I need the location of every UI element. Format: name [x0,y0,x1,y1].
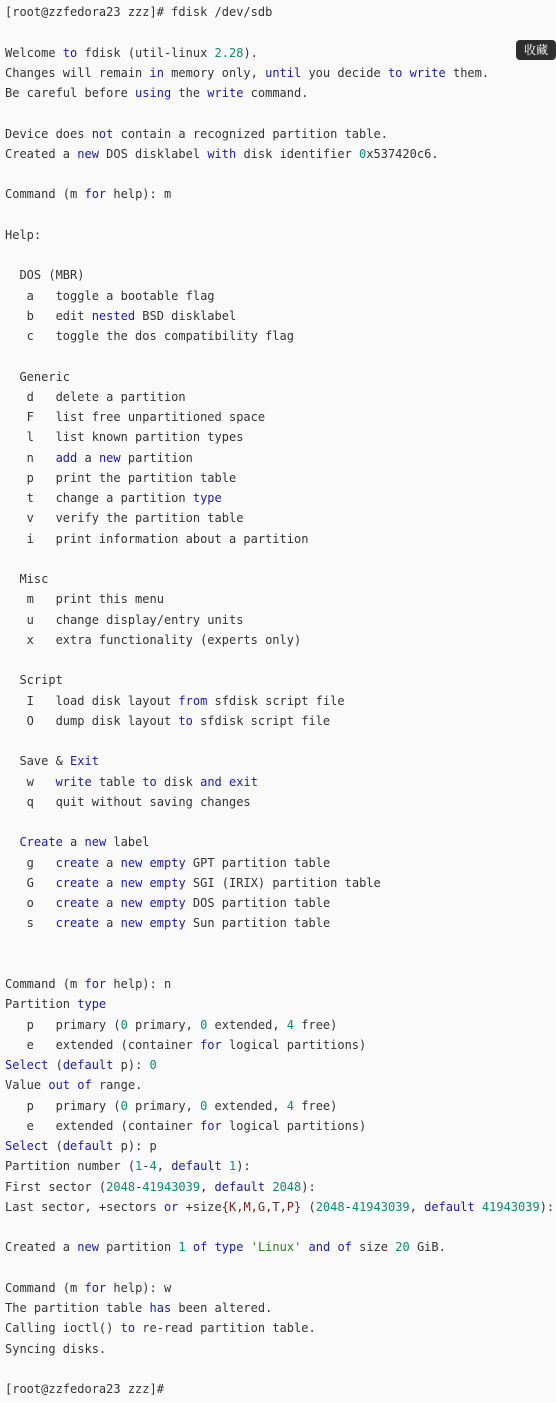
terminal-line [5,1318,316,1338]
terminal-token: to [387,65,403,80]
terminal-token: sfdisk script file [207,693,345,708]
terminal-token: extended, [207,1098,287,1113]
terminal-token: default [62,1058,114,1072]
terminal-token: First sector ( [5,1179,107,1194]
terminal-token: write [409,65,446,80]
terminal-line [5,1156,251,1176]
terminal-token: t change a partition [5,491,193,505]
terminal-token: G [5,875,56,890]
terminal-token: 0 [120,1098,128,1113]
terminal-line [5,2,272,22]
terminal-token: [root@zzfedora23 zzz]# [5,1382,164,1396]
terminal-line [5,225,41,245]
terminal-token: [root@zzfedora23 zzz]# fdisk /dev/sdb [5,5,273,19]
terminal-token: a toggle a bootable flag [5,288,215,303]
terminal-token: Calling ioctl() [5,1321,121,1336]
terminal-token: using [135,86,172,100]
terminal-token: primary, [127,1098,201,1113]
terminal-token [222,1159,229,1173]
terminal-token: 4 [286,1098,295,1113]
terminal-token: new [98,450,121,465]
terminal-token: c toggle the dos compatibility flag [5,329,294,343]
terminal-token: Exit [70,754,99,769]
terminal-token: Partition number ( [5,1159,136,1174]
terminal-token: 'Linux' [250,1240,302,1255]
terminal-token: Select [5,1058,49,1072]
terminal-token: of [192,1240,208,1255]
terminal-token: ( [48,1139,63,1153]
terminal-line [5,1278,171,1298]
terminal-token: empty [149,916,186,931]
terminal-token: add [55,450,78,465]
terminal-token: label [106,835,150,850]
terminal-line [5,691,345,711]
terminal-token: 0 [200,1017,208,1032]
terminal-token [207,1240,214,1254]
terminal-token: until [265,65,302,80]
terminal-line [5,1177,316,1197]
terminal-token: p): p [113,1139,157,1153]
terminal-token: Created a [5,1240,78,1255]
terminal-token: 0 [120,1017,128,1032]
terminal-token: default [62,1139,114,1153]
terminal-token: size [351,1240,396,1255]
terminal-token: empty [149,875,186,890]
terminal-token: fdisk (util-linux [77,45,215,60]
terminal-token: default [424,1199,475,1214]
terminal-token: 2048 [272,1179,302,1194]
terminal-token: table [91,774,143,789]
terminal-token: a [98,855,121,870]
terminal-token: ): [539,1199,555,1214]
terminal-token: DOS partition table [185,896,331,910]
terminal-line [5,1298,272,1318]
terminal-token: ( [48,1058,63,1072]
terminal-token: Save & [5,754,71,769]
terminal-token: create [55,896,99,910]
terminal-token: 2048 [315,1199,345,1214]
terminal-token: disk [156,774,201,789]
terminal-token: Partition [5,997,78,1012]
terminal-line [5,1015,337,1035]
terminal-token: re-read partition table. [135,1321,316,1336]
terminal-token: ( [301,1199,316,1214]
terminal-token: ). [243,45,258,60]
terminal-line [5,448,193,468]
terminal-token: a [62,835,85,850]
terminal-token: a [98,916,121,931]
terminal-token [301,1240,308,1254]
terminal-token: new [120,916,143,931]
terminal-token: Command (m [5,977,85,991]
terminal-token: for [200,1037,222,1052]
terminal-token: n [5,450,56,465]
terminal-token: 4 [286,1017,295,1032]
terminal-token [402,66,409,80]
terminal-token: of [77,1078,92,1093]
terminal-line [5,387,186,407]
terminal-line [5,1075,142,1095]
terminal-token: 1 [229,1159,237,1174]
terminal-line [5,529,308,549]
terminal-token: BSD disklabel [135,308,237,323]
terminal-token: for [84,187,107,202]
terminal-token: create [55,916,99,931]
terminal-token: b edit [5,308,92,323]
terminal-token: - [135,1179,143,1194]
terminal-line [5,610,243,630]
terminal-token: x537420c6. [366,146,439,161]
terminal-token: contain a recognized partition table. [113,126,388,141]
terminal-token: Command (m [5,1280,85,1295]
terminal-token: new [120,896,143,910]
terminal-token: I load disk layout [5,693,179,708]
terminal-token: not [91,126,114,141]
terminal-token: and [200,774,222,789]
terminal-token: with [207,146,237,161]
terminal-token: GiB. [409,1240,446,1255]
terminal-line [5,286,215,306]
terminal-line [5,974,171,994]
collect-button[interactable]: 收藏 [516,40,556,60]
terminal-line [5,265,84,285]
terminal-token: free) [294,1017,338,1032]
terminal-token: out [48,1078,71,1093]
terminal-line [5,569,48,589]
terminal-line [5,1055,157,1075]
terminal-token: w [5,774,56,789]
terminal-line [5,63,489,83]
terminal-token [5,835,19,849]
terminal-token: new [84,835,107,850]
terminal-token: new [77,1240,99,1255]
terminal-token: 4 [149,1159,157,1174]
terminal-token: type [77,997,107,1012]
terminal-token: for [84,1280,107,1295]
terminal-token: type [214,1240,244,1255]
terminal-line [5,367,70,387]
terminal-token: write [55,774,92,789]
terminal-token: 2.28 [214,45,244,60]
terminal-token: Last sector, +sectors [5,1199,164,1214]
terminal-token: Created a [5,146,78,161]
terminal-line [5,1339,106,1359]
terminal-token: nested [91,308,136,323]
terminal-token: - [344,1199,352,1214]
terminal-token: Select [5,1139,49,1153]
terminal-token [186,1240,193,1254]
terminal-line [5,711,330,731]
terminal-token: s [5,916,56,931]
terminal-token: help): n [106,977,172,991]
terminal-token: or [163,1199,179,1214]
terminal-token: to [120,1321,136,1336]
terminal-token: 0 [359,146,367,161]
terminal-token: 1 [135,1159,143,1174]
terminal-line [5,873,381,893]
terminal-line [5,853,330,873]
terminal-token: p primary ( [5,1017,121,1032]
terminal-token: ): [236,1159,251,1174]
terminal-line [5,913,330,933]
terminal-line [5,43,258,63]
terminal-token: e extended (container [5,1118,201,1133]
terminal-token: 41943039 [142,1179,201,1194]
terminal-line [5,184,171,204]
terminal-token [475,1200,482,1214]
terminal-token: m print this menu [5,592,164,607]
terminal-token: help): m [106,187,172,202]
terminal-token: 1 [178,1240,186,1255]
terminal-token: for [84,977,107,991]
terminal-token: the [171,86,208,100]
terminal-token: of [337,1240,352,1255]
terminal-token: range. [91,1078,143,1093]
terminal-token: partition [120,450,193,465]
terminal-token: ): [301,1179,316,1194]
terminal-token: exit [229,774,258,789]
terminal-token: The partition table [5,1301,150,1315]
terminal-token: +size [178,1199,222,1214]
terminal-line [5,124,388,144]
terminal-line [5,1096,337,1116]
terminal-token [142,876,149,890]
terminal-token: Be careful before [5,86,136,100]
terminal-line [5,893,330,913]
terminal-token: Syncing disks. [5,1341,107,1356]
terminal-token: a [98,896,121,910]
terminal-line [5,83,308,103]
terminal-token: new [120,875,143,890]
terminal-token: from [178,693,208,708]
terminal-token: empty [149,896,186,910]
terminal-token: - [142,1159,150,1174]
terminal-token: default [214,1179,266,1194]
terminal-token [142,856,149,870]
terminal-token: 41943039 [351,1199,410,1214]
terminal-token: default [171,1159,222,1174]
terminal-token: g [5,855,56,870]
terminal-token: 0 [200,1098,208,1113]
terminal-token: x extra functionality (experts only) [5,632,302,647]
terminal-token: 0 [149,1058,157,1072]
terminal-line [5,772,258,792]
terminal-token: memory only, [163,65,266,80]
terminal-token: to [178,713,193,728]
terminal-line [5,1379,164,1399]
terminal-token [142,916,149,930]
terminal-token: create [55,855,99,870]
terminal-token: 20 [395,1240,410,1255]
terminal-token: Value [5,1078,49,1093]
terminal-token: u change display/entry units [5,612,244,627]
terminal-token: Script [5,673,63,688]
terminal-token: and [308,1240,331,1255]
terminal-token: type [192,491,222,505]
terminal-line [5,589,164,609]
terminal-token: p): [113,1058,150,1072]
terminal-token: v verify the partition table [5,511,244,526]
terminal-token: to [62,45,78,60]
terminal-token: F list free unpartitioned space [5,410,266,424]
terminal-line [5,326,294,346]
terminal-token: {K,M,G,T,P} [221,1199,302,1214]
terminal-token: p primary ( [5,1098,121,1113]
terminal-token: Sun partition table [185,916,331,931]
terminal-token: has [149,1301,172,1315]
terminal-token: new [77,146,99,161]
terminal-token: Welcome [5,45,63,60]
terminal-token: p print the partition table [5,470,237,485]
terminal-token: DOS (MBR) [5,268,85,283]
terminal-line [5,994,106,1014]
terminal-token: been altered. [171,1301,273,1315]
terminal-token: Misc [5,572,49,586]
terminal-line [5,427,243,447]
terminal-token: for [200,1118,222,1133]
terminal-token: Device does [5,126,92,141]
terminal-line [5,832,150,852]
terminal-token: command. [243,86,309,100]
terminal-token: a [77,450,99,465]
terminal-token: logical partitions) [221,1118,367,1133]
terminal-token: them. [445,65,490,80]
terminal-token: help): w [106,1280,172,1295]
terminal-token: to [142,774,157,789]
terminal-token: e extended (container [5,1037,201,1052]
terminal-token: Command (m [5,187,85,202]
terminal-token: free) [294,1098,338,1113]
terminal-token: q quit without saving changes [5,794,251,809]
terminal-token: GPT partition table [185,855,331,870]
terminal-token: partition [98,1240,179,1255]
terminal-token: you decide [301,65,388,80]
terminal-token: a [98,875,121,890]
terminal-token: Generic [5,369,71,384]
terminal-token: primary, [127,1017,201,1032]
terminal-token: extended, [207,1017,287,1032]
terminal-line [5,468,236,488]
terminal-line [5,1116,366,1136]
terminal-token: disk identifier [236,146,360,161]
terminal-line [5,508,243,528]
terminal-line [5,630,301,650]
terminal-line [5,1197,554,1217]
terminal-token [243,1240,250,1254]
terminal-token: o [5,896,56,910]
terminal-token: Create [19,835,63,850]
terminal-line [5,751,99,771]
terminal-line [5,144,439,164]
terminal-token: sfdisk script file [192,713,331,728]
terminal-line [5,1136,157,1156]
terminal-token: , [200,1179,215,1194]
terminal-token: DOS disklabel [98,146,208,161]
terminal-token: i print information about a partition [5,531,309,546]
terminal-token: , [409,1199,425,1214]
terminal-token: l list known partition types [5,430,244,445]
terminal-token: , [156,1159,172,1174]
terminal-token: empty [149,855,186,870]
terminal-line [5,1035,366,1055]
terminal-line [5,792,251,812]
terminal-line [5,306,236,326]
terminal-token: logical partitions) [221,1037,367,1052]
terminal-token: create [55,875,99,890]
terminal-line [5,1237,446,1257]
terminal-token: Help: [5,227,42,242]
terminal-token: Changes will remain [5,65,150,80]
terminal-token: 41943039 [481,1199,540,1214]
terminal-token: d delete a partition [5,389,186,404]
terminal-token: in [149,65,164,80]
terminal-line [5,488,222,508]
terminal-token [222,775,229,789]
terminal-token: SGI (IRIX) partition table [185,875,381,890]
terminal-token: O dump disk layout [5,713,179,728]
terminal-token: 2048 [106,1179,136,1194]
terminal-token: write [207,86,244,100]
terminal-token: new [120,855,143,870]
terminal-token [142,896,149,910]
terminal-line [5,670,63,690]
terminal-line [5,407,265,427]
